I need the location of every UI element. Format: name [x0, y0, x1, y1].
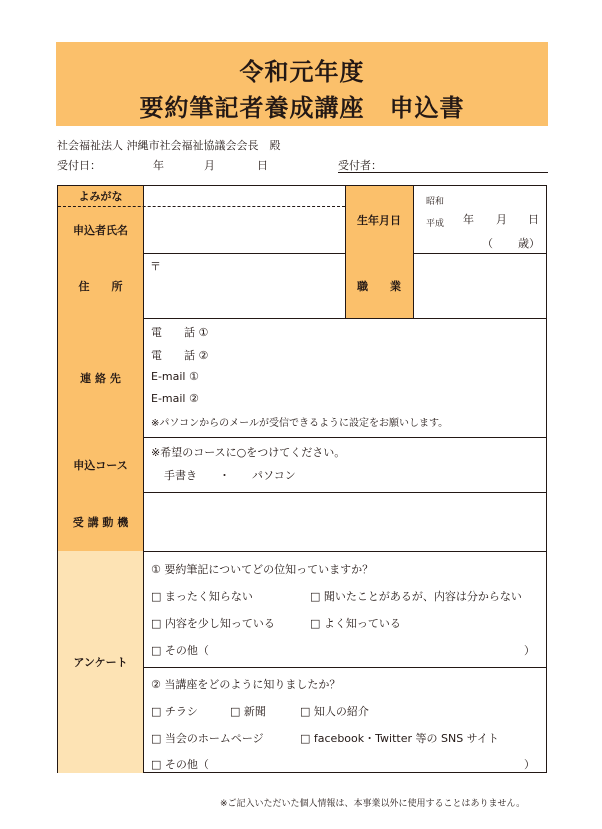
birth-year: 年: [463, 213, 474, 226]
q1-option-4[interactable]: □ よく知っている: [310, 617, 401, 630]
yomigana-label: よみがな: [58, 186, 143, 206]
receipt-month: 月: [204, 159, 215, 172]
q1-text: ① 要約筆記についてどの位知っていますか？: [151, 563, 374, 576]
email-note: ※パソコンからのメールが受信できるように設定をお願いします。: [151, 418, 449, 429]
application-form: [57, 185, 547, 773]
title-banner: [56, 42, 548, 126]
privacy-note: ※ご記入いただいた個人情報は、本事業以外に使用することはありません。: [220, 799, 526, 809]
title-year: 令和元年度: [239, 58, 365, 86]
name-label: 申込者氏名: [58, 206, 143, 253]
col-divider: [345, 186, 346, 318]
q2-option-1[interactable]: □ チラシ: [151, 705, 198, 718]
receiver-line: [338, 172, 548, 173]
receipt-row: [57, 157, 548, 173]
col-divider: [143, 186, 144, 772]
q2-text: ② 当講座をどのように知りましたか？: [151, 678, 341, 691]
q1-option-2[interactable]: □ 聞いたことがあるが、内容は分からない: [310, 590, 522, 603]
q2-option-4[interactable]: □ 当会のホームページ: [151, 732, 264, 745]
addressee: 社会福祉法人 沖縄市社会福祉協議会会長 殿: [57, 139, 281, 152]
era-showa: 昭和: [426, 197, 445, 207]
q2-option-5[interactable]: □ facebook・Twitter 等の SNS サイト: [300, 732, 499, 745]
birth-label: 生年月日: [345, 186, 413, 253]
contact-label: 連 絡 先: [58, 318, 143, 437]
q1-option-3[interactable]: □ 内容を少し知っている: [151, 617, 275, 630]
occupation-label: 職 業: [345, 253, 413, 318]
age-open: （: [482, 237, 493, 250]
address-label: 住 所: [58, 253, 143, 318]
survey-label: アンケート: [58, 551, 143, 773]
receipt-year: 年: [153, 159, 164, 172]
phone1-label: 電 話 ①: [151, 326, 209, 339]
phone2-label: 電 話 ②: [151, 349, 209, 362]
course-label: 申込コース: [58, 437, 143, 492]
q1-other-close: ）: [524, 644, 535, 657]
receiver-label: 受付者：: [338, 159, 382, 172]
receipt-day: 日: [257, 159, 268, 172]
course-options: 手書き ・ パソコン: [164, 469, 296, 482]
era-heisei: 平成: [426, 219, 445, 229]
email1-label: E-mail ①: [151, 370, 199, 383]
birth-month: 月: [496, 213, 507, 226]
yomigana-divider: [58, 206, 345, 207]
col-divider: [413, 186, 414, 318]
birth-day: 日: [528, 213, 539, 226]
course-note: ※希望のコースに○をつけてください。: [151, 446, 346, 459]
survey-divider: [143, 667, 546, 668]
postal-mark: 〒: [150, 260, 161, 273]
motive-label: 受 講 動 機: [58, 492, 143, 551]
title-main: 要約筆記者養成講座 申込書: [139, 94, 465, 122]
email2-label: E-mail ②: [151, 392, 199, 405]
age-close: 歳）: [518, 237, 540, 250]
q2-option-2[interactable]: □ 新聞: [230, 705, 266, 718]
q1-option-1[interactable]: □ まったく知らない: [151, 590, 253, 603]
q2-other-close: ）: [524, 758, 535, 771]
q1-option-other[interactable]: □ その他（: [151, 644, 209, 657]
q2-option-other[interactable]: □ その他（: [151, 758, 209, 771]
receipt-date-label: 受付日：: [57, 159, 101, 172]
q2-option-3[interactable]: □ 知人の紹介: [300, 705, 369, 718]
